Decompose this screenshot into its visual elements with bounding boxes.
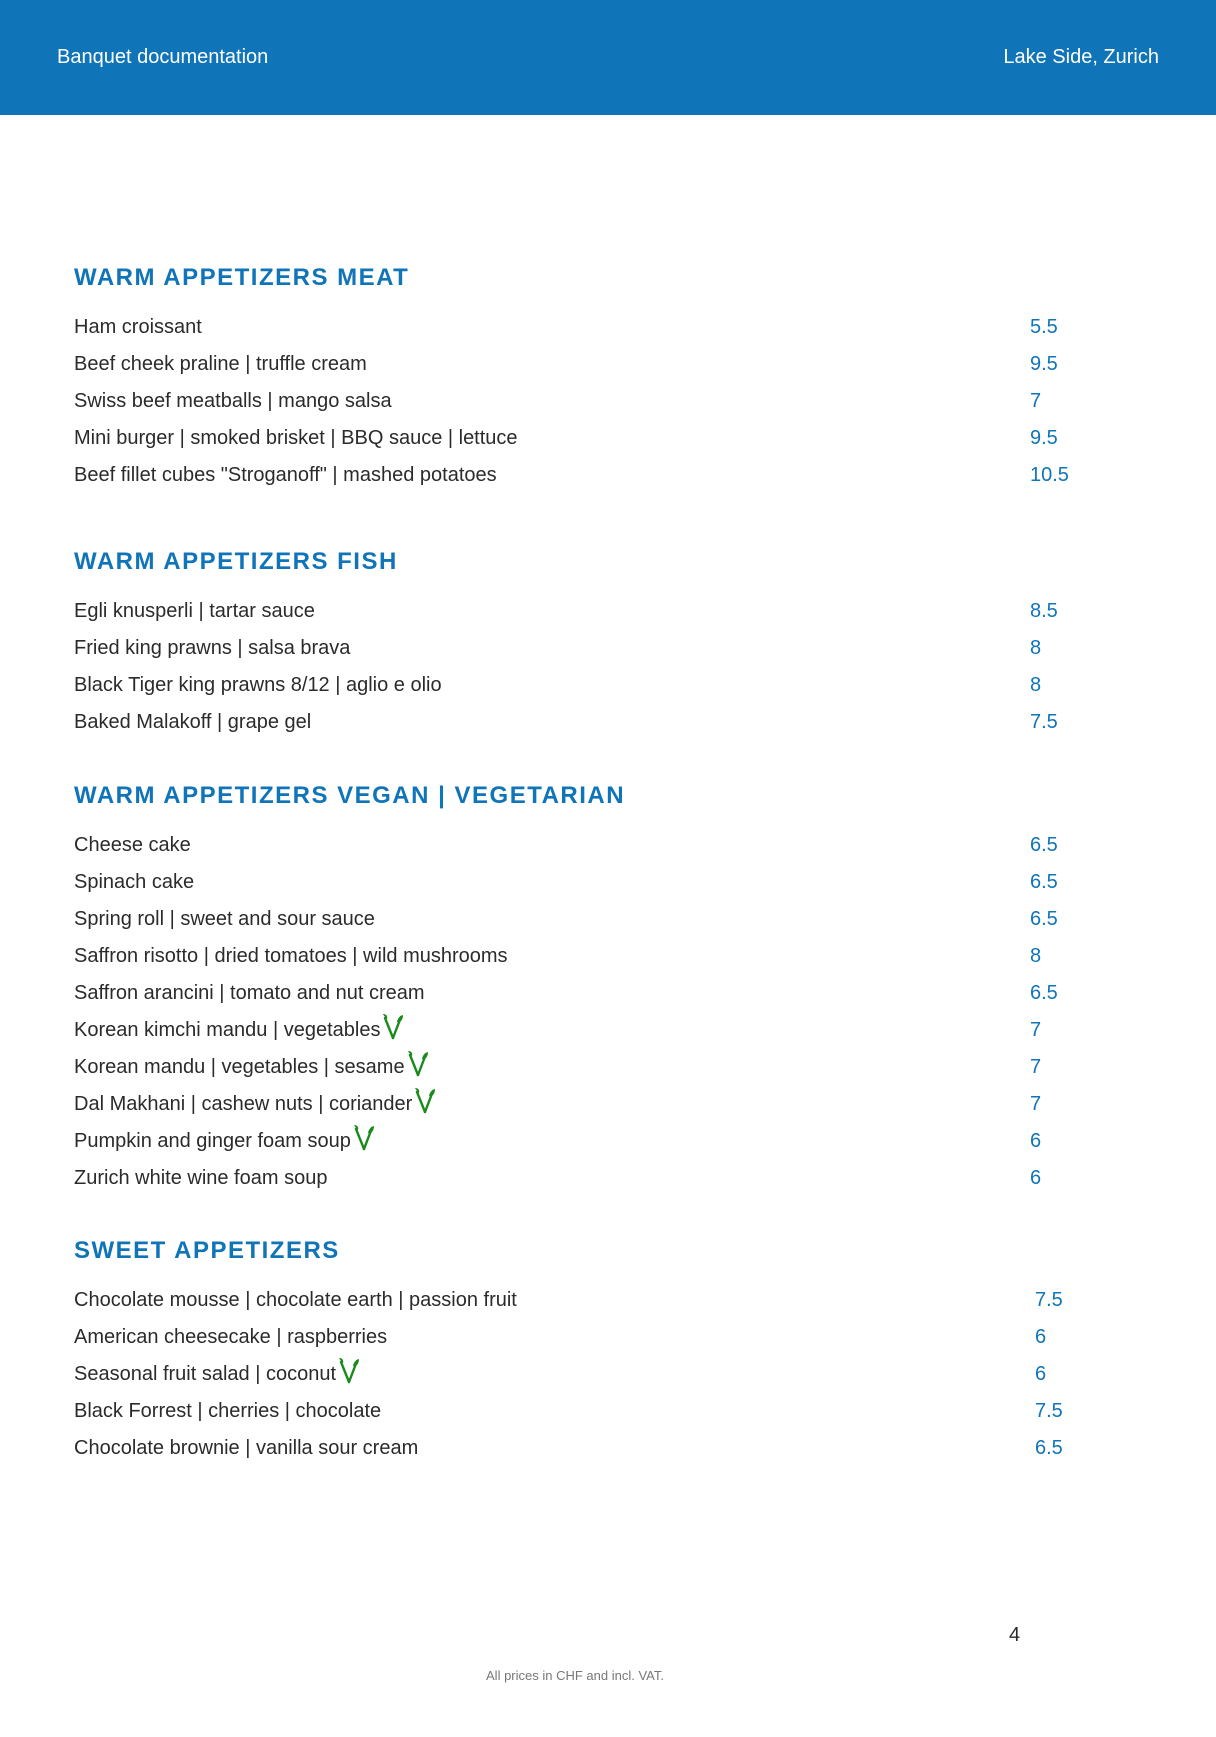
menu-item [74,704,1074,741]
menu-item [74,1160,1074,1197]
item-name: Chocolate brownie | vanilla sour cream [74,1437,419,1459]
item-price: 6.5 [1030,982,1058,1004]
section-title: WARM APPETIZERS VEGAN | VEGETARIAN [74,782,626,809]
item-price: 6 [1030,1130,1042,1152]
section-warm-appetizers-vegan-vegetarian [74,781,1074,1197]
item-name [74,1049,429,1086]
item-name: Black Tiger king prawns 8/12 | aglio e olio [74,674,442,696]
menu-item [74,346,1074,383]
section-warm-appetizers-fish [74,547,1074,741]
item-name: Egli knusperli | tartar sauce [74,600,315,622]
item-name: Beef cheek praline | truffle cream [74,353,367,375]
menu-item [74,667,1074,704]
item-name: Zurich white wine foam soup [74,1167,328,1189]
section-warm-appetizers-meat [74,263,1074,494]
item-price: 9.5 [1030,427,1058,449]
item-price: 6.5 [1030,871,1058,893]
item-price: 7 [1030,1056,1042,1078]
menu-item [74,1123,1074,1160]
item-name: Ham croissant [74,316,202,338]
item-name: Saffron arancini | tomato and nut cream [74,982,425,1004]
menu-item [74,1282,1074,1319]
menu-item [74,457,1074,494]
item-price: 7 [1030,390,1042,412]
item-name: Baked Malakoff | grape gel [74,711,312,733]
item-name-text: Pumpkin and ginger foam soup [74,1130,351,1152]
item-name [74,1356,360,1393]
menu-item [74,1356,1074,1393]
item-name-text: Korean mandu | vegetables | sesame [74,1056,405,1078]
menu-item [74,309,1074,346]
vegan-leaf-icon [407,1051,429,1077]
item-price: 8 [1030,674,1042,696]
item-name: Spring roll | sweet and sour sauce [74,908,375,930]
item-name: Spinach cake [74,871,195,893]
item-name: Beef fillet cubes "Stroganoff" | mashed potatoes [74,464,497,486]
item-name: American cheesecake | raspberries [74,1326,388,1348]
vegan-leaf-icon [414,1088,436,1114]
section-title: WARM APPETIZERS MEAT [74,264,410,291]
item-price: 7 [1030,1093,1042,1115]
item-name: Cheese cake [74,834,191,856]
menu-item [74,901,1074,938]
item-price: 5.5 [1030,316,1058,338]
item-name: Fried king prawns | salsa brava [74,637,351,659]
menu-item [74,827,1074,864]
menu-item [74,593,1074,630]
menu-item [74,1319,1074,1356]
menu-item [74,1430,1074,1467]
menu-item [74,1086,1074,1123]
item-price: 7.5 [1030,711,1058,733]
menu-item [74,1049,1074,1086]
menu-item [74,420,1074,457]
menu-item [74,864,1074,901]
item-name-text: Korean kimchi mandu | vegetables [74,1019,381,1041]
item-price: 9.5 [1030,353,1058,375]
menu-item [74,383,1074,420]
venue-location: Lake Side, Zurich [1003,46,1159,68]
item-price: 7 [1030,1019,1042,1041]
item-name: Black Forrest | cherries | chocolate [74,1400,382,1422]
item-name: Swiss beef meatballs | mango salsa [74,390,392,412]
section-sweet-appetizers [74,1236,1074,1467]
item-name-text: Seasonal fruit salad | coconut [74,1363,337,1385]
item-name: Saffron risotto | dried tomatoes | wild mushrooms [74,945,508,967]
vegan-leaf-icon [353,1125,375,1151]
page-header [0,0,1216,115]
item-name [74,1012,404,1049]
footer-note: All prices in CHF and incl. VAT. [486,1668,664,1683]
item-name [74,1123,375,1160]
item-price: 6 [1030,1167,1042,1189]
item-name [74,1086,436,1123]
vegan-leaf-icon [338,1358,360,1384]
item-price: 6.5 [1030,908,1058,930]
item-price: 8 [1030,637,1042,659]
item-price: 6.5 [1035,1437,1063,1459]
menu-item [74,975,1074,1012]
section-title: SWEET APPETIZERS [74,1237,340,1264]
document-title: Banquet documentation [57,46,269,68]
menu-item [74,938,1074,975]
menu-item [74,630,1074,667]
vegan-leaf-icon [382,1014,404,1040]
item-name: Chocolate mousse | chocolate earth | passion fruit [74,1289,517,1311]
item-price: 6.5 [1030,834,1058,856]
item-price: 7.5 [1035,1400,1063,1422]
section-title: WARM APPETIZERS FISH [74,548,398,575]
item-price: 8.5 [1030,600,1058,622]
item-price: 8 [1030,945,1042,967]
item-price: 6 [1035,1363,1047,1385]
item-price: 7.5 [1035,1289,1063,1311]
item-name: Mini burger | smoked brisket | BBQ sauce | lettuce [74,427,518,449]
page-number: 4 [1009,1624,1021,1646]
menu-item [74,1012,1074,1049]
item-price: 10.5 [1030,464,1069,486]
menu-item [74,1393,1074,1430]
item-price: 6 [1035,1326,1047,1348]
item-name-text: Dal Makhani | cashew nuts | coriander [74,1093,413,1115]
